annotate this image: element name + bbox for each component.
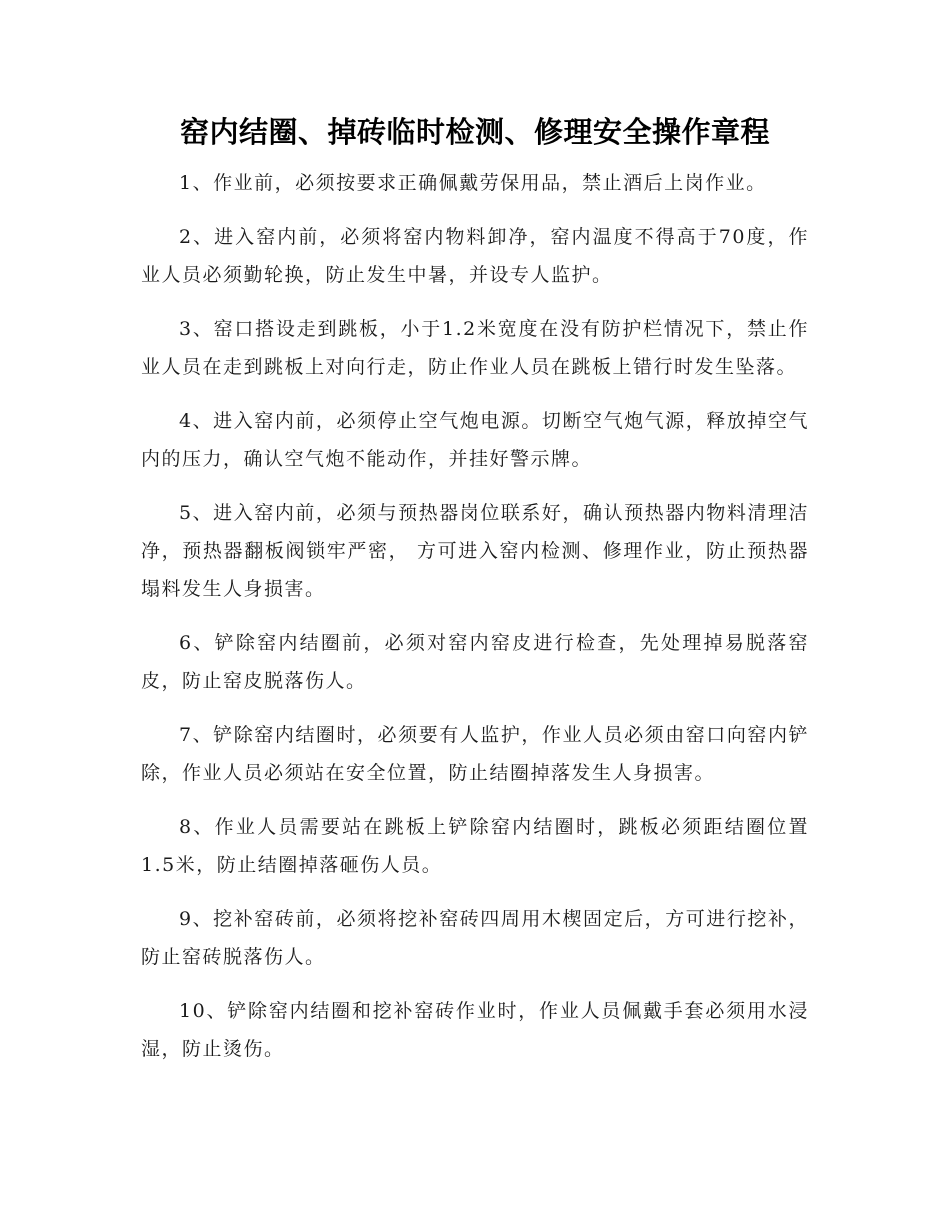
paragraph-5: 5、进入窑内前，必须与预热器岗位联系好，确认预热器内物料清理洁净，预热器翻板阀锁牢严密， 方可进入窑内检测、修理作业，防止预热器塌料发生人身损害。: [141, 502, 809, 600]
paragraph-6: 6、铲除窑内结圈前，必须对窑内窑皮进行检查，先处理掉易脱落窑皮，防止窑皮脱落伤人。: [141, 632, 809, 692]
paragraph-9: 9、挖补窑砖前，必须将挖补窑砖四周用木楔固定后，方可进行挖补，防止窑砖脱落伤人。: [141, 908, 809, 968]
document-body: [141, 164, 809, 1084]
paragraph-10: 10、铲除窑内结圈和挖补窑砖作业时，作业人员佩戴手套必须用水浸湿，防止烫伤。: [141, 1000, 809, 1060]
paragraph-1: 1、作业前，必须按要求正确佩戴劳保用品，禁止酒后上岗作业。: [179, 172, 767, 194]
paragraph-4: 4、进入窑内前，必须停止空气炮电源。切断空气炮气源，释放掉空气内的压力，确认空气炮不能动作，并挂好警示牌。: [141, 410, 809, 470]
paragraph-8: 8、作业人员需要站在跳板上铲除窑内结圈时，跳板必须距结圈位置1.5米，防止结圈掉落砸伤人员。: [141, 816, 809, 876]
paragraph-7: 7、铲除窑内结圈时，必须要有人监护，作业人员必须由窑口向窑内铲除，作业人员必须站在安全位置，防止结圈掉落发生人身损害。: [141, 724, 809, 784]
paragraph-3: 3、窑口搭设走到跳板，小于1.2米宽度在没有防护栏情况下，禁止作业人员在走到跳板上对向行走，防止作业人员在跳板上错行时发生坠落。: [141, 318, 809, 378]
document-title: 窑内结圈、掉砖临时检测、修理安全操作章程: [179, 115, 770, 149]
paragraph-2: 2、进入窑内前，必须将窑内物料卸净，窑内温度不得高于70度，作业人员必须勤轮换，防止发生中暑，并设专人监护。: [141, 226, 809, 286]
